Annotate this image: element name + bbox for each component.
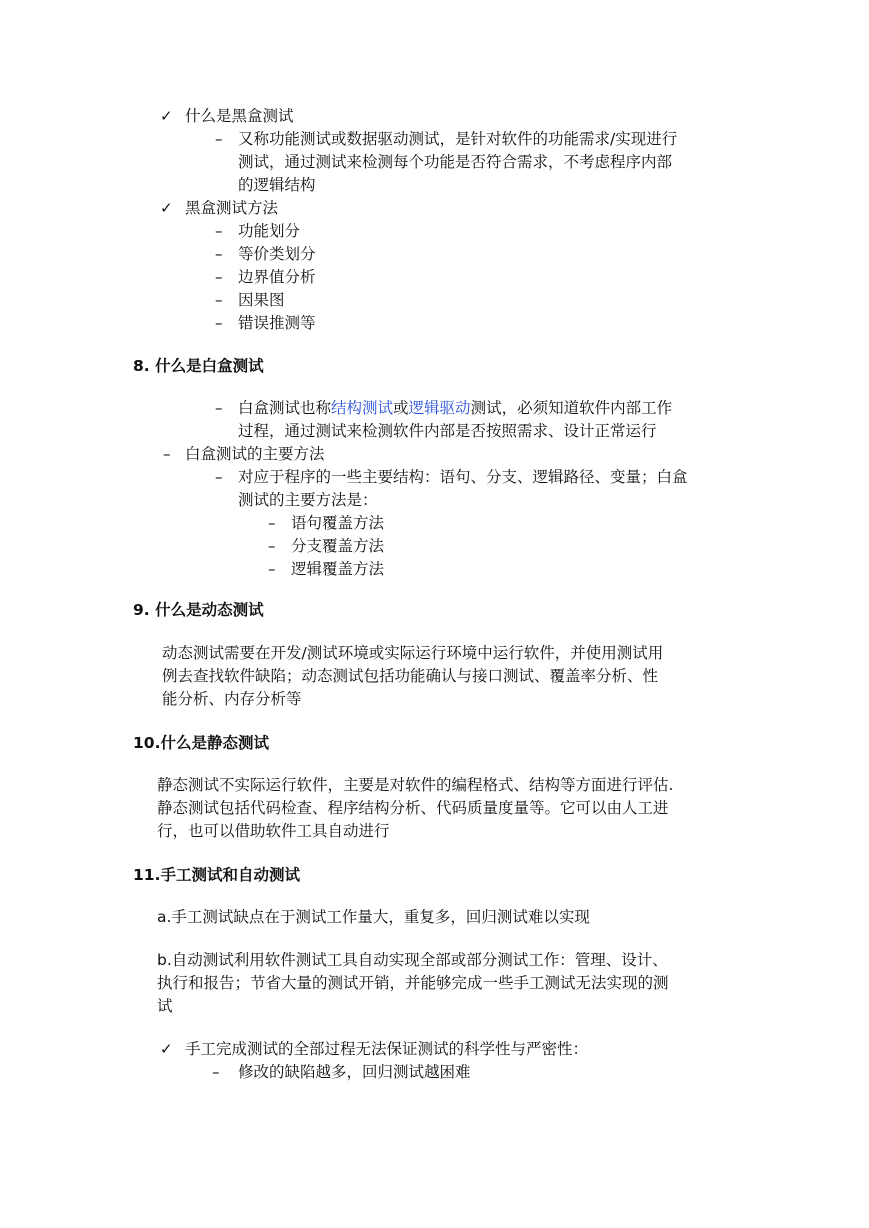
- dash-bullet-icon: –: [215, 314, 223, 332]
- dash-bullet-icon: –: [215, 245, 223, 263]
- heading-text: 什么是白盒测试: [155, 357, 264, 375]
- dynamic-test-body: 能分析、内存分析等: [162, 690, 302, 708]
- white-box-methods-desc: 测试的主要方法是：: [238, 491, 378, 509]
- dash-bullet-icon: –: [268, 560, 276, 578]
- black-box-definition-line: 测试，通过测试来检测每个功能是否符合需求，不考虑程序内部: [238, 153, 673, 171]
- black-box-definition-line: 又称功能测试或数据驱动测试，是针对软件的功能需求/实现进行: [238, 130, 678, 148]
- check-icon: ✓: [160, 1040, 173, 1058]
- list-item: 逻辑覆盖方法: [291, 560, 385, 578]
- white-box-heading: [133, 355, 264, 377]
- dynamic-test-body: 例去查找软件缺陷；动态测试包括功能确认与接口测试、覆盖率分析、性: [162, 667, 659, 685]
- white-box-methods-desc: 对应于程序的一些主要结构：语句、分支、逻辑路径、变量；白盒: [238, 468, 688, 486]
- white-box-methods-title: 白盒测试的主要方法: [185, 445, 325, 463]
- check-icon: ✓: [160, 107, 173, 125]
- white-box-definition: [238, 397, 672, 419]
- dynamic-test-heading: 9. 什么是动态测试: [133, 601, 264, 619]
- auto-test-para: b.自动测试利用软件测试工具自动实现全部或部分测试工作：管理、设计、: [157, 951, 668, 969]
- dash-bullet-icon: –: [268, 537, 276, 555]
- black-box-methods-title: 黑盒测试方法: [185, 199, 279, 217]
- white-box-definition-line: 过程，通过测试来检测软件内部是否按照需求、设计正常运行: [238, 422, 657, 440]
- list-item: 等价类划分: [238, 245, 316, 263]
- dash-bullet-icon: –: [215, 222, 223, 240]
- black-box-definition-line: 的逻辑结构: [238, 176, 316, 194]
- static-test-heading: 10.什么是静态测试: [133, 734, 269, 752]
- structure-test-link[interactable]: 结构测试: [331, 399, 394, 417]
- dash-bullet-icon: –: [212, 1063, 220, 1081]
- list-item: 语句覆盖方法: [291, 514, 385, 532]
- def-text: 测试，必须知道软件内部工作: [470, 399, 673, 417]
- auto-test-para: 执行和报告；节省大量的测试开销，并能够完成一些手工测试无法实现的测: [157, 974, 669, 992]
- dash-bullet-icon: –: [215, 399, 223, 417]
- dash-bullet-icon: –: [215, 291, 223, 309]
- dash-bullet-icon: –: [163, 445, 171, 463]
- manual-auto-heading: 11.手工测试和自动测试: [133, 866, 300, 884]
- manual-sub-item: 修改的缺陷越多，回归测试越困难: [238, 1063, 471, 1081]
- list-item: 因果图: [238, 291, 285, 309]
- auto-test-para: 试: [157, 997, 173, 1015]
- list-item: 边界值分析: [238, 268, 316, 286]
- dynamic-test-body: 动态测试需要在开发/测试环境或实际运行环境中运行软件，并使用测试用: [162, 644, 664, 662]
- check-icon: ✓: [160, 199, 173, 217]
- list-item: 分支覆盖方法: [291, 537, 385, 555]
- manual-test-para: a.手工测试缺点在于测试工作量大，重复多，回归测试难以实现: [157, 908, 590, 926]
- static-test-body: 静态测试包括代码检查、程序结构分析、代码质量度量等。它可以由人工进: [157, 799, 669, 817]
- def-text: 或: [393, 399, 409, 417]
- def-text: 白盒测试也称: [238, 399, 332, 417]
- static-test-body: 行，也可以借助软件工具自动进行: [157, 822, 390, 840]
- manual-check-item: 手工完成测试的全部过程无法保证测试的科学性与严密性：: [185, 1040, 589, 1058]
- dash-bullet-icon: –: [268, 514, 276, 532]
- dash-bullet-icon: –: [215, 468, 223, 486]
- static-test-body: 静态测试不实际运行软件，主要是对软件的编程格式、结构等方面进行评估.: [157, 776, 674, 794]
- black-box-question: 什么是黑盒测试: [185, 107, 294, 125]
- list-item: 功能划分: [238, 222, 301, 240]
- dash-bullet-icon: –: [215, 130, 223, 148]
- logic-driven-link[interactable]: 逻辑驱动: [408, 399, 471, 417]
- list-item: 错误推测等: [238, 314, 316, 332]
- heading-number: 8.: [133, 357, 150, 375]
- dash-bullet-icon: –: [215, 268, 223, 286]
